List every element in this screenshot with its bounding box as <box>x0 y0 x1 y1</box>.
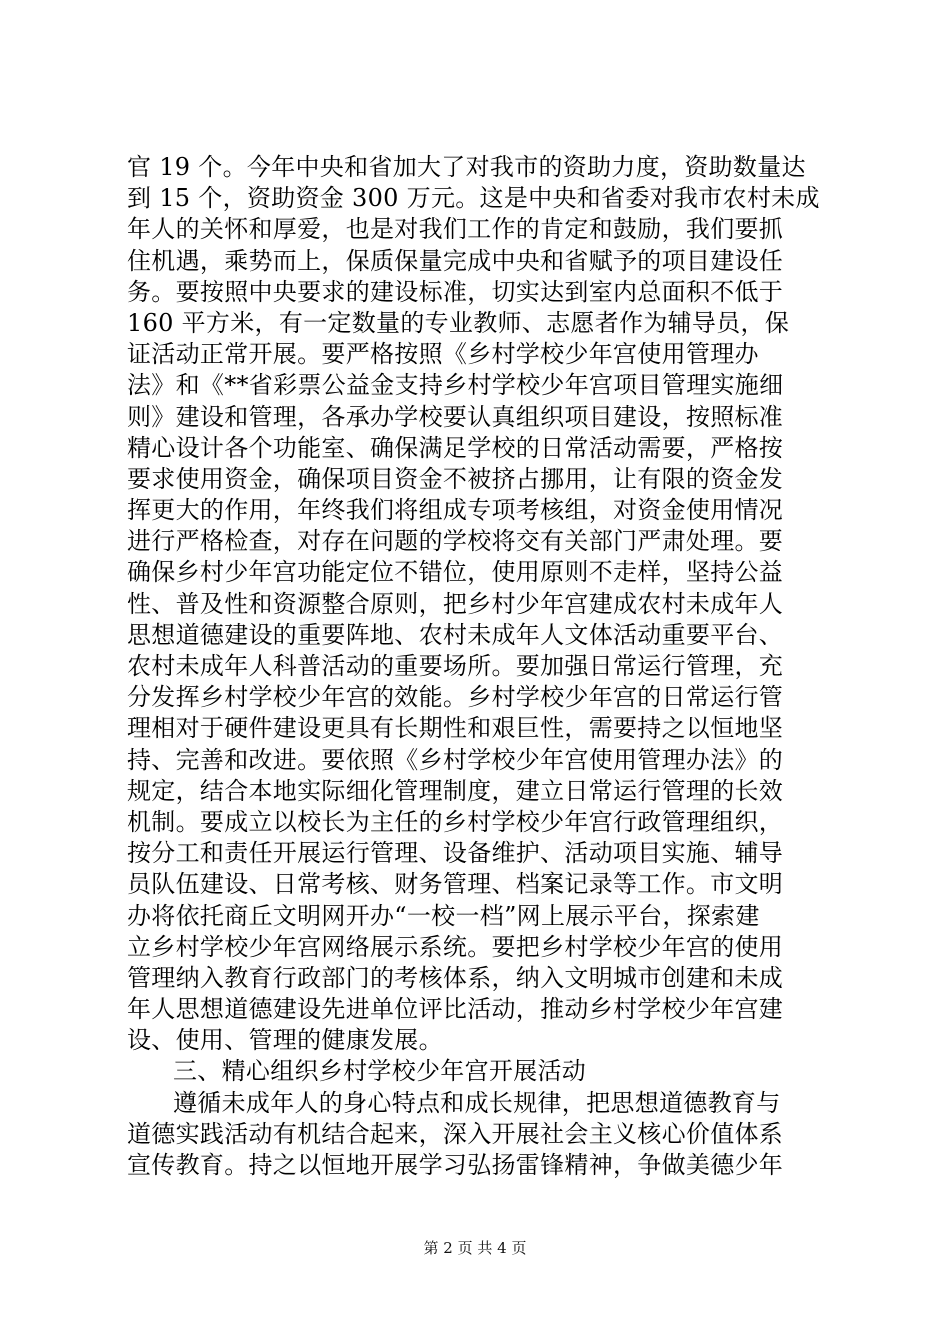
text-line: 设、使用、管理的健康发展。 <box>127 1026 443 1055</box>
text-line: 挥更大的作用，年终我们将组成专项考核组，对资金使用情况 <box>127 496 784 525</box>
text-line: 160 平方米，有一定数量的专业教师、志愿者作为辅导员，保 <box>127 308 790 337</box>
text-line: 务。要按照中央要求的建设标准，切实达到室内总面积不低于 <box>127 277 784 306</box>
text-line: 精心设计各个功能室、确保满足学校的日常活动需要，严格按 <box>127 433 784 462</box>
text-line: 则》建设和管理，各承办学校要认真组织项目建设，按照标准 <box>127 402 784 431</box>
text-line: 理相对于硬件建设更具有长期性和艰巨性，需要持之以恒地坚 <box>127 714 784 743</box>
text-line: 规定，结合本地实际细化管理制度，建立日常运行管理的长效 <box>127 776 784 805</box>
text-line: 证活动正常开展。要严格按照《乡村学校少年宫使用管理办 <box>127 340 759 369</box>
text-line: 年人思想道德建设先进单位评比活动，推动乡村学校少年宫建 <box>127 995 784 1024</box>
text-line: 办将依托商丘文明网开办“一校一档”网上展示平台，探索建 <box>127 901 760 930</box>
text-line: 机制。要成立以校长为主任的乡村学校少年宫行政管理组织， <box>127 807 784 836</box>
text-line: 按分工和责任开展运行管理、设备维护、活动项目实施、辅导 <box>127 839 784 868</box>
text-line: 农村未成年人科普活动的重要场所。要加强日常运行管理，充 <box>127 652 784 680</box>
text-line: 思想道德建设的重要阵地、农村未成年人文体活动重要平台、 <box>127 620 784 649</box>
text-line: 宣传教育。持之以恒地开展学习弘扬雷锋精神，争做美德少年 <box>127 1151 784 1179</box>
text-line: 立乡村学校少年宫网络展示系统。要把乡村学校少年宫的使用 <box>127 932 784 961</box>
text-line: 员队伍建设、日常考核、财务管理、档案记录等工作。市文明 <box>127 870 784 899</box>
document-body <box>127 152 837 1181</box>
text-line: 管理纳入教育行政部门的考核体系，纳入文明城市创建和未成 <box>127 963 784 992</box>
text-line: 持、完善和改进。要依照《乡村学校少年宫使用管理办法》的 <box>127 745 784 774</box>
text-line: 确保乡村少年宫功能定位不错位，使用原则不走样，坚持公益 <box>127 558 784 587</box>
text-line: 要求使用资金，确保项目资金不被挤占挪用，让有限的资金发 <box>127 464 784 493</box>
text-line: 性、普及性和资源整合原则，把乡村少年宫建成农村未成年人 <box>127 589 784 618</box>
text-line: 分发挥乡村学校少年宫的效能。乡村学校少年宫的日常运行管 <box>127 683 784 712</box>
text-line: 道德实践活动有机结合起来，深入开展社会主义核心价值体系 <box>127 1119 784 1148</box>
text-line: 官 19 个。今年中央和省加大了对我市的资助力度，资助数量达 <box>127 153 806 181</box>
page-number-footer: 第 2 页 共 4 页 <box>423 1239 527 1257</box>
section-heading: 三、精心组织乡村学校少年宫开展活动 <box>173 1057 587 1086</box>
text-line: 法》和《**省彩票公益金支持乡村学校少年宫项目管理实施细 <box>127 371 784 400</box>
text-line: 遵循未成年人的身心特点和成长规律，把思想道德教育与 <box>173 1088 781 1117</box>
text-line: 年人的关怀和厚爱，也是对我们工作的肯定和鼓励，我们要抓 <box>127 215 784 244</box>
text-line: 住机遇，乘势而上，保质保量完成中央和省赋予的项目建设任 <box>127 246 784 275</box>
text-line: 进行严格检查，对存在问题的学校将交有关部门严肃处理。要 <box>127 527 784 556</box>
text-line: 到 15 个，资助资金 300 万元。这是中央和省委对我市农村未成 <box>127 184 820 213</box>
